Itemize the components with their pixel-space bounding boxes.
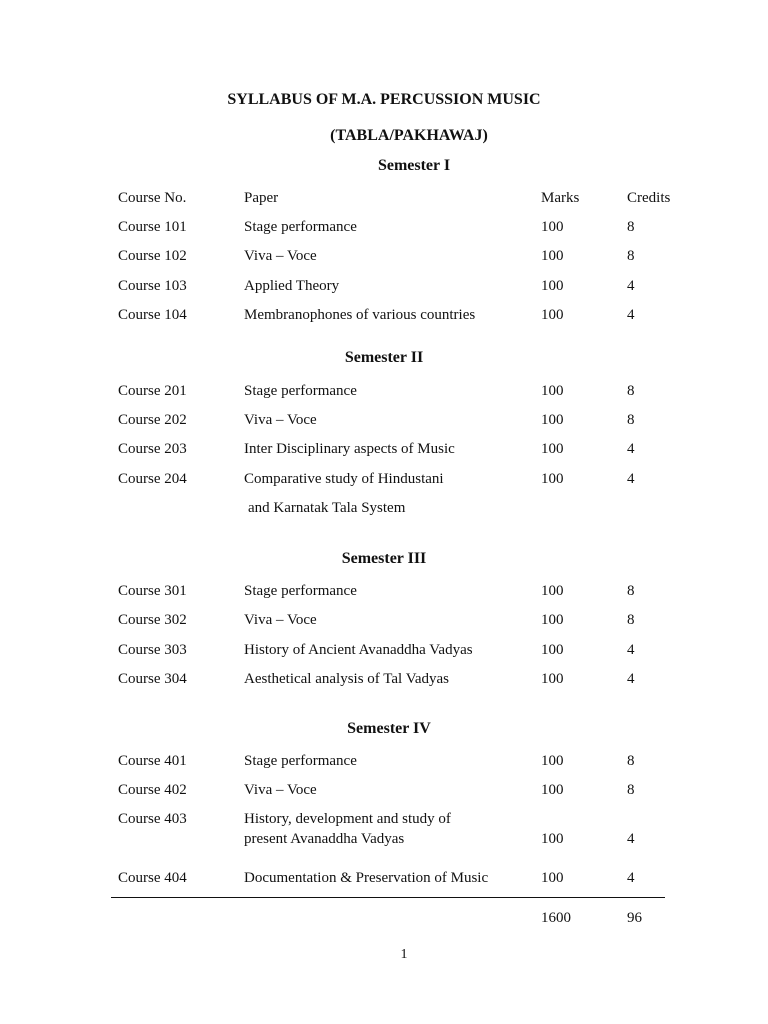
paper-title: Viva – Voce xyxy=(244,248,317,264)
course-no: Course 404 xyxy=(118,870,187,886)
credits: 4 xyxy=(627,441,635,457)
header-credits: Credits xyxy=(627,190,671,206)
marks: 100 xyxy=(541,278,564,294)
credits: 4 xyxy=(627,671,635,687)
document-subtitle: (TABLA/PAKHAWAJ) xyxy=(330,127,488,144)
paper-title-continued: and Karnatak Tala System xyxy=(248,500,406,516)
semester-title-3: Semester III xyxy=(341,550,427,567)
marks: 100 xyxy=(541,412,564,428)
paper-title: Viva – Voce xyxy=(244,782,317,798)
credits: 8 xyxy=(627,753,635,769)
marks: 100 xyxy=(541,219,564,235)
total-marks: 1600 xyxy=(541,910,571,926)
marks: 100 xyxy=(541,248,564,264)
semester-title-2: Semester II xyxy=(344,349,424,366)
credits: 4 xyxy=(627,831,635,847)
credits: 4 xyxy=(627,870,635,886)
course-no: Course 204 xyxy=(118,471,187,487)
paper-title: Inter Disciplinary aspects of Music xyxy=(244,441,455,457)
credits: 4 xyxy=(627,278,635,294)
course-no: Course 401 xyxy=(118,753,187,769)
credits: 4 xyxy=(627,642,635,658)
credits: 8 xyxy=(627,248,635,264)
credits: 8 xyxy=(627,383,635,399)
course-no: Course 304 xyxy=(118,671,187,687)
course-no: Course 203 xyxy=(118,441,187,457)
paper-title: Viva – Voce xyxy=(244,612,317,628)
paper-title: Comparative study of Hindustani xyxy=(244,471,444,487)
header-marks: Marks xyxy=(541,190,580,206)
marks: 100 xyxy=(541,753,564,769)
course-no: Course 402 xyxy=(118,782,187,798)
paper-title: Stage performance xyxy=(244,753,357,769)
paper-title: Viva – Voce xyxy=(244,412,317,428)
course-no: Course 104 xyxy=(118,307,187,323)
course-no: Course 403 xyxy=(118,811,187,827)
header-course-no: Course No. xyxy=(118,190,187,206)
marks: 100 xyxy=(541,383,564,399)
course-no: Course 103 xyxy=(118,278,187,294)
paper-title: Membranophones of various countries xyxy=(244,307,476,323)
marks: 100 xyxy=(541,671,564,687)
credits: 4 xyxy=(627,471,635,487)
paper-title-continued: present Avanaddha Vadyas xyxy=(244,831,405,847)
paper-title: Stage performance xyxy=(244,583,357,599)
course-no: Course 202 xyxy=(118,412,187,428)
marks: 100 xyxy=(541,583,564,599)
course-no: Course 303 xyxy=(118,642,187,658)
course-no: Course 302 xyxy=(118,612,187,628)
semester-title-1: Semester I xyxy=(377,157,451,174)
credits: 8 xyxy=(627,612,635,628)
marks: 100 xyxy=(541,612,564,628)
paper-title: History, development and study of xyxy=(244,811,451,827)
semester-title-4: Semester IV xyxy=(347,720,431,737)
course-no: Course 201 xyxy=(118,383,187,399)
paper-title: History of Ancient Avanaddha Vadyas xyxy=(244,642,473,658)
marks: 100 xyxy=(541,441,564,457)
course-no: Course 102 xyxy=(118,248,187,264)
page-number: 1 xyxy=(400,947,408,962)
marks: 100 xyxy=(541,307,564,323)
marks: 100 xyxy=(541,782,564,798)
marks: 100 xyxy=(541,870,564,886)
paper-title: Stage performance xyxy=(244,219,357,235)
document-title: SYLLABUS OF M.A. PERCUSSION MUSIC xyxy=(227,91,541,108)
paper-title: Applied Theory xyxy=(244,278,340,294)
credits: 8 xyxy=(627,782,635,798)
total-credits: 96 xyxy=(627,910,642,926)
marks: 100 xyxy=(541,471,564,487)
marks: 100 xyxy=(541,642,564,658)
credits: 4 xyxy=(627,307,635,323)
credits: 8 xyxy=(627,219,635,235)
header-paper: Paper xyxy=(244,190,279,206)
totals-divider xyxy=(111,897,665,898)
course-no: Course 301 xyxy=(118,583,187,599)
course-no: Course 101 xyxy=(118,219,187,235)
marks: 100 xyxy=(541,831,564,847)
paper-title: Documentation & Preservation of Music xyxy=(244,870,489,886)
credits: 8 xyxy=(627,412,635,428)
paper-title: Stage performance xyxy=(244,383,357,399)
credits: 8 xyxy=(627,583,635,599)
paper-title: Aesthetical analysis of Tal Vadyas xyxy=(244,671,450,687)
